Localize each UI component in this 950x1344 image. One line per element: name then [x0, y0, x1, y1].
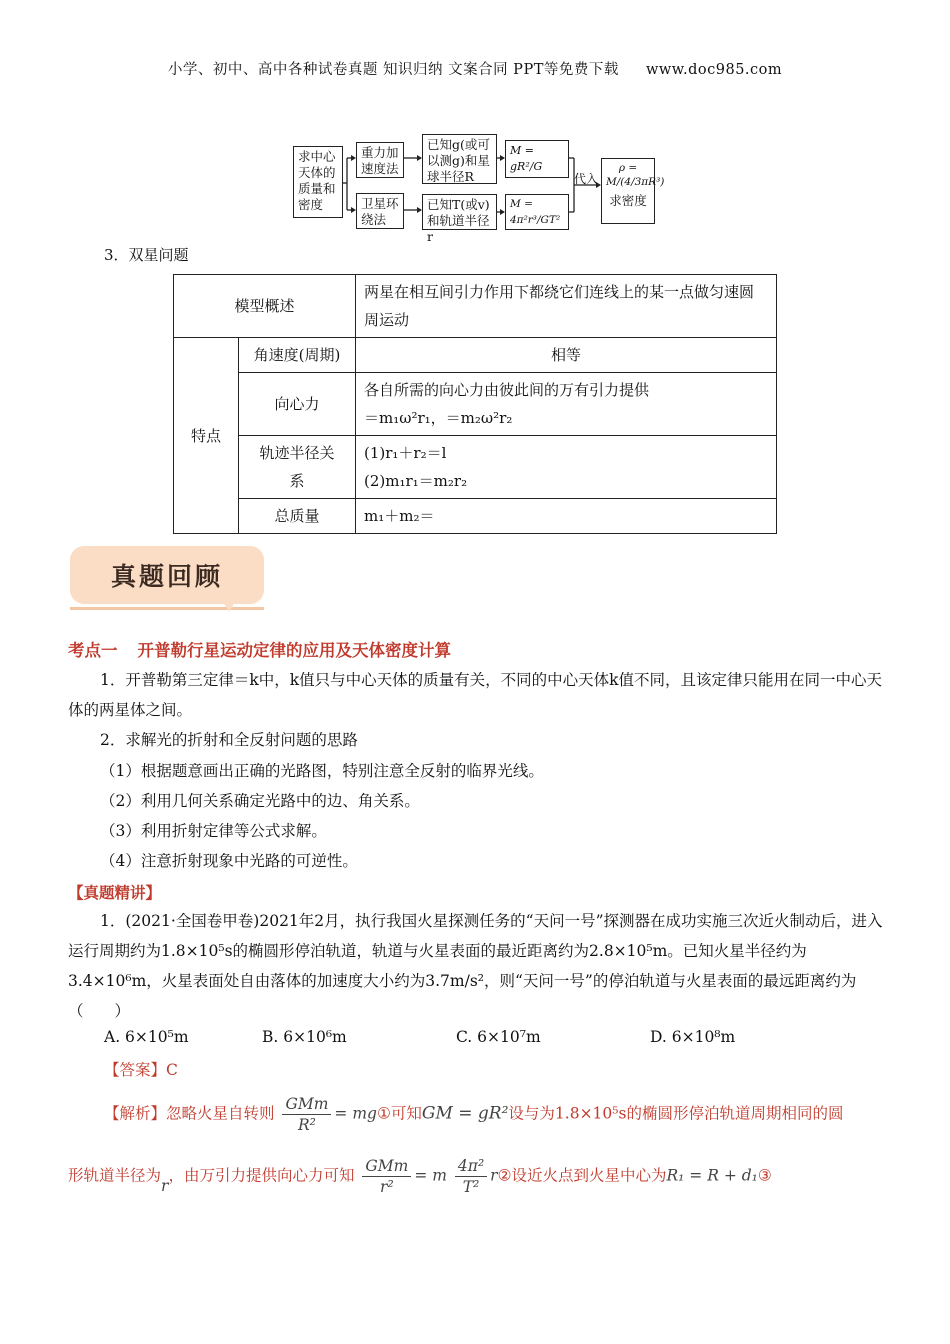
flow-method2-text: 卫星环绕法	[361, 196, 399, 227]
analysis-t2: ①可知	[376, 1104, 422, 1123]
row-label: 轨迹半径关系	[239, 436, 356, 499]
analysis-t3: 设与为1.8×10⁵s的椭圆形停泊轨道周期相同的圆	[508, 1104, 844, 1123]
flow-known2-box	[422, 194, 497, 244]
eq3-num2: 4π²	[455, 1156, 487, 1177]
row-label: 角速度(周期)	[239, 338, 356, 373]
option-c[interactable]: C. 6×10⁷m	[456, 1028, 541, 1046]
flow-known1-text: 已知g(或可以测g)和星球半径R	[427, 137, 490, 184]
analysis-t1: 忽略火星自转则	[166, 1104, 275, 1123]
eq3-fraction-left	[362, 1156, 411, 1197]
answer-line	[104, 1058, 178, 1080]
table-row	[174, 499, 777, 534]
row-value	[356, 436, 777, 499]
sub-point-1: （1）根据题意画出正确的光路图，特别注意全反射的临界光线。	[100, 762, 544, 780]
sub-point-3: （3）利用折射定律等公式求解。	[100, 822, 327, 840]
table-row	[174, 275, 777, 338]
section-banner	[70, 546, 264, 604]
row-value	[356, 373, 777, 436]
eq1-num: GMm	[282, 1094, 331, 1115]
row-label: 总质量	[239, 499, 356, 534]
header-text: 小学、初中、高中各种试卷真题 知识归纳 文案合同 PPT等免费下载	[167, 62, 619, 78]
eq3-den: r²	[380, 1178, 394, 1196]
zhenti-label: 【真题精讲】	[68, 884, 162, 902]
banner-title: 真题回顾	[110, 562, 223, 591]
table-row	[174, 338, 777, 373]
kaodian-heading	[68, 637, 451, 661]
row-value-line1: 各自所需的向心力由彼此间的万有引力提供	[364, 381, 650, 399]
option-a[interactable]: A. 6×10⁵m	[104, 1028, 189, 1046]
kaodian-title: 开普勒行星运动定律的应用及天体密度计算	[137, 641, 451, 660]
analysis-line-1	[104, 1094, 843, 1135]
eq1-den: R²	[298, 1116, 316, 1134]
flowchart	[0, 0, 950, 244]
flow-method2-box	[356, 193, 404, 229]
sub-point-2: （2）利用几何关系确定光路中的边、角关系。	[100, 792, 420, 810]
eq3-fraction-right	[455, 1156, 487, 1197]
model-label: 模型概述	[174, 275, 356, 338]
analysis-t4: 形轨道半径为	[68, 1166, 162, 1185]
flow-known1-box	[422, 134, 497, 184]
question-source: 1．(2021·全国卷甲卷)	[100, 912, 260, 930]
eq3-num: GMm	[362, 1156, 411, 1177]
eq4: R₁ = R + d₁	[666, 1166, 758, 1185]
flow-result-formula: ρ = M/(4/3πR³)	[606, 162, 665, 188]
question-body: 2021年2月，执行我国火星探测任务的“天问一号”探测器在成功实施三次近火制动后，进入运行周期约为1.8×10⁵s的椭圆形停泊轨道，轨道与火星表面的最近距离约为2.8×10⁵m。已知火星半径约为3.4×10⁶m，火星表面处自由落体的加速度大小约为3.7m/s²，则“天问一号”的停泊轨道与火星表面的最远距离约为（ ）	[68, 912, 883, 1020]
twin-star-table	[173, 274, 777, 534]
flow-result-label: 求密度	[609, 193, 647, 208]
row-value-line2: (2)m₁r₁＝m₂r₂	[364, 472, 468, 490]
analysis-line-2	[68, 1156, 772, 1197]
option-d[interactable]: D. 6×10⁸m	[650, 1028, 736, 1046]
flow-arrow-label: 代入	[574, 172, 599, 186]
flow-known2-text: 已知T(或v)和轨道半径r	[427, 197, 490, 244]
flow-start-text: 求中心天体的质量和密度	[298, 149, 336, 212]
analysis-t7: ③	[757, 1166, 772, 1185]
eq1-fraction	[282, 1094, 331, 1135]
row-value: m₁＋m₂＝	[356, 499, 777, 534]
table-row	[174, 436, 777, 499]
answer-label: 【答案】	[104, 1061, 167, 1079]
flow-result-box	[601, 158, 665, 224]
flow-method1-text: 重力加速度法	[361, 145, 399, 176]
eq3-tail: r	[490, 1166, 498, 1185]
analysis-label: 【解析】	[104, 1104, 167, 1123]
option-b[interactable]: B. 6×10⁶m	[262, 1028, 347, 1046]
header-url[interactable]: www.doc985.com	[645, 62, 783, 78]
answer-value: C	[166, 1061, 178, 1079]
sub-point-4: （4）注意折射现象中光路的可逆性。	[100, 852, 358, 870]
row-value: 相等	[356, 338, 777, 373]
section3-label: 3．双星问题	[104, 246, 189, 264]
row-value-line1: (1)r₁＋r₂＝l	[364, 444, 447, 462]
flow-formula2-box	[505, 194, 569, 230]
features-label: 特点	[174, 338, 239, 534]
table-row	[174, 373, 777, 436]
kaodian-label: 考点一	[68, 641, 118, 660]
flow-start-box	[293, 146, 343, 218]
question-text	[68, 906, 884, 1026]
point-2: 2．求解光的折射和全反射问题的思路	[100, 731, 358, 749]
flow-formula1-text: M = gR²/G	[510, 144, 543, 173]
row-value-line2: ＝m₁ω²r₁，＝m₂ω²r₂	[364, 409, 513, 427]
var-r: r	[161, 1176, 169, 1195]
row-label: 向心力	[239, 373, 356, 436]
flow-formula1-box	[505, 140, 569, 178]
eq3-den2: T²	[462, 1178, 480, 1196]
eq1-rhs: = mg	[334, 1104, 377, 1123]
flow-method1-box	[356, 142, 404, 178]
point-1: 1．开普勒第三定律＝k中，k值只与中心天体的质量有关，不同的中心天体k值不同，且该定律只能用在同一中心天体的两星体之间。	[68, 671, 883, 719]
model-desc: 两星在相互间引力作用下都绕它们连线上的某一点做匀速圆周运动	[356, 275, 777, 338]
banner-tail-icon	[222, 600, 236, 614]
analysis-t6: ②设近火点到火星中心为	[497, 1166, 667, 1185]
eq2: GM = gR²	[421, 1103, 509, 1124]
flow-formula2-text: M = 4π²r³/GT²	[510, 198, 561, 226]
eq3-mid: = m	[414, 1166, 447, 1185]
analysis-t5: ，由万引力提供向心力可知	[168, 1166, 355, 1185]
